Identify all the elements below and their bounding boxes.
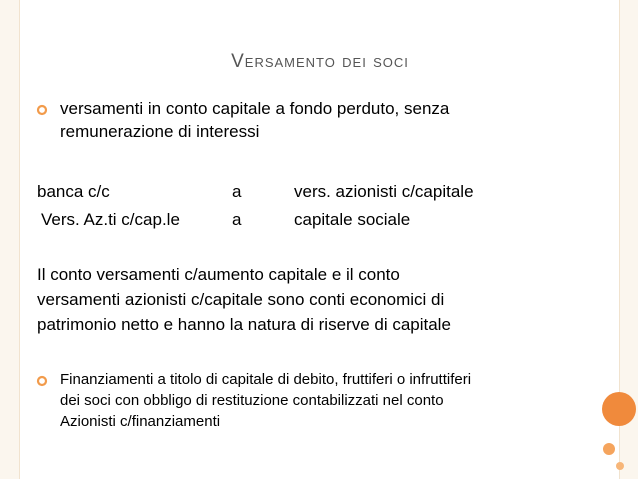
bullet2-line3: Azionisti c/finanziamenti	[60, 413, 221, 430]
entry1-sep: a	[232, 182, 242, 201]
paragraph-line3: patrimonio netto e hanno la natura di riserve di capitale	[37, 315, 451, 334]
entry2-sep: a	[232, 210, 242, 229]
paragraph-line1: Il conto versamenti c/aumento capitale e il conto	[37, 265, 400, 284]
decorative-circle-small	[616, 462, 624, 470]
paragraph-line2: versamenti azionisti c/capitale sono conti economici di	[37, 290, 445, 309]
entry1-credit: vers. azionisti c/capitale	[294, 182, 474, 201]
decorative-circle-medium	[603, 443, 615, 455]
entry1-debit: banca c/c	[37, 182, 110, 201]
bullet-icon	[36, 375, 48, 387]
bullet1-line1: versamenti in conto capitale a fondo perduto, senza	[60, 99, 450, 118]
slide-title: Versamento dei soci	[231, 51, 409, 72]
bullet2-line1: Finanziamenti a titolo di capitale di debito, fruttiferi o infruttiferi	[60, 371, 472, 388]
entry2-credit: capitale sociale	[294, 210, 411, 229]
bullet-icon	[36, 104, 48, 116]
entry2-debit: Vers. Az.ti c/cap.le	[41, 210, 180, 229]
bullet1-line2: remunerazione di interessi	[60, 122, 260, 141]
decorative-circle-large	[602, 392, 636, 426]
bullet2-line2: dei soci con obbligo di restituzione contabilizzati nel conto	[60, 392, 444, 409]
